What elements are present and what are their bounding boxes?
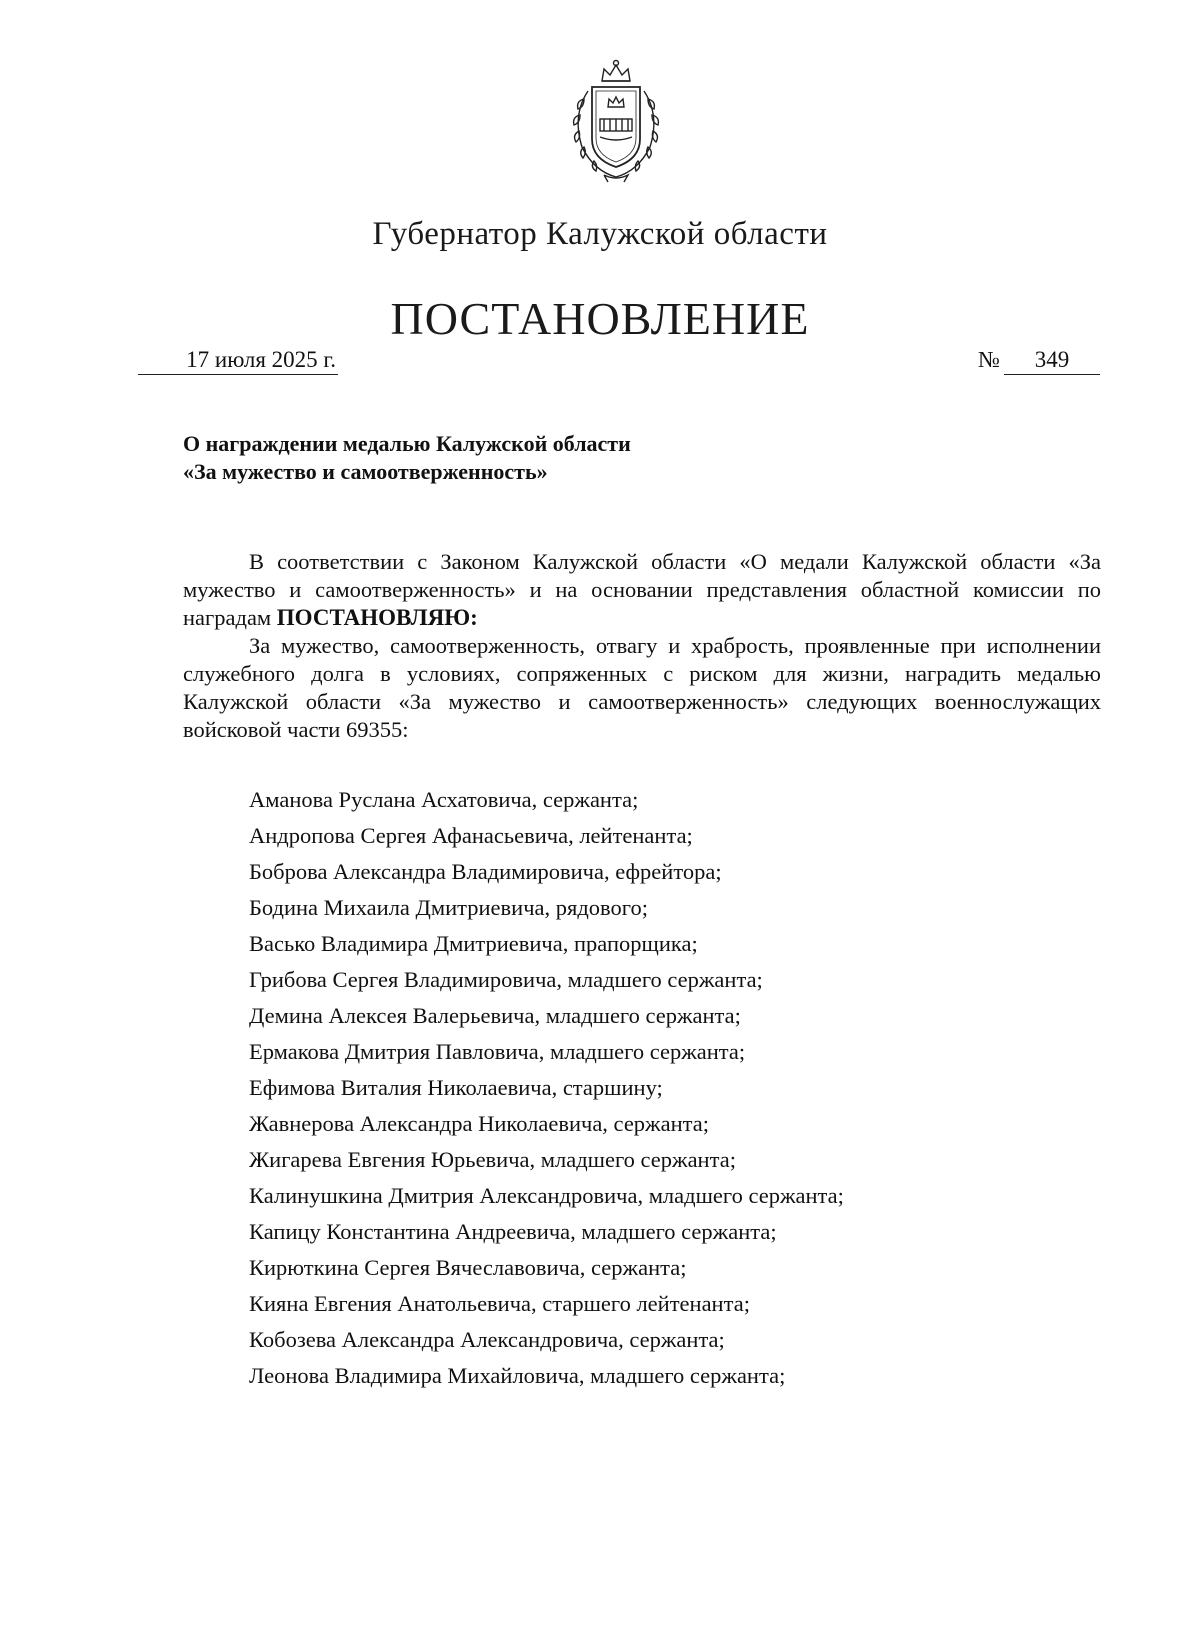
subject-line-2: «За мужество и самоотверженность» [183,459,548,484]
awardee-item: Васько Владимира Дмитриевича, прапорщика; [249,931,698,956]
awardee-item: Жавнерова Александра Николаевича, сержанта; [249,1111,709,1136]
document-body [183,548,1101,744]
preamble-paragraph [183,548,1101,632]
awardee-item: Боброва Александра Владимировича, ефрейтора; [249,859,722,884]
awardee-item: Кирюткина Сергея Вячеславовича, сержанта; [249,1255,687,1280]
awardee-item: Кияна Евгения Анатольевича, старшего лейтенанта; [249,1291,750,1316]
number-sign: № [978,347,1000,372]
preamble-text: В соответствии с Законом Калужской области «О медали Калужской области «За мужество и самоотверженность» и на основании представления областной комиссии по наградам [183,549,1101,630]
awardee-item: Бодина Михаила Дмитриевича, рядового; [249,895,648,920]
awardee-item: Грибова Сергея Владимировича, младшего сержанта; [249,967,763,992]
awardee-item: Ефимова Виталия Николаевича, старшину; [249,1075,663,1100]
awardee-item: Калинушкина Дмитрия Александровича, младшего сержанта; [249,1183,844,1208]
awardee-item: Андропова Сергея Афанасьевича, лейтенанта; [249,823,693,848]
decree-word: ПОСТАНОВЛЯЮ: [276,605,478,630]
awardee-item: Аманова Руслана Асхатовича, сержанта; [249,787,639,812]
awardee-item: Кобозева Александра Александровича, сержанта; [249,1327,725,1352]
award-paragraph: За мужество, самоотверженность, отвагу и храбрость, проявленные при исполнении служебного долга в условиях, сопряженных с риском для жизни, наградить медалью Калужской области «За мужество и самоотверженность» следующих военнослужащих войсковой части 69355: [183,633,1101,742]
document-subject [183,430,903,486]
subject-line-1: О награждении медалью Калужской области [183,431,631,456]
document-type-title: ПОСТАНОВЛЕНИЕ [390,293,810,344]
issuing-authority: Губернатор Калужской области [372,216,828,252]
awardee-item: Демина Алексея Валерьевича, младшего сержанта; [249,1003,741,1028]
document-number [978,346,1128,375]
kaluga-coat-of-arms-icon [564,55,668,183]
document-number-value: 349 [1004,346,1100,375]
awardee-item: Ермакова Дмитрия Павловича, младшего сержанта; [249,1039,746,1064]
awardee-item: Леонова Владимира Михайловича, младшего сержанта; [249,1363,786,1388]
document-date: 17 июля 2025 г. [138,346,338,375]
awardee-item: Капицу Константина Андреевича, младшего сержанта; [249,1219,777,1244]
awardee-list [249,782,1109,1394]
awardee-item: Жигарева Евгения Юрьевича, младшего сержанта; [249,1147,736,1172]
